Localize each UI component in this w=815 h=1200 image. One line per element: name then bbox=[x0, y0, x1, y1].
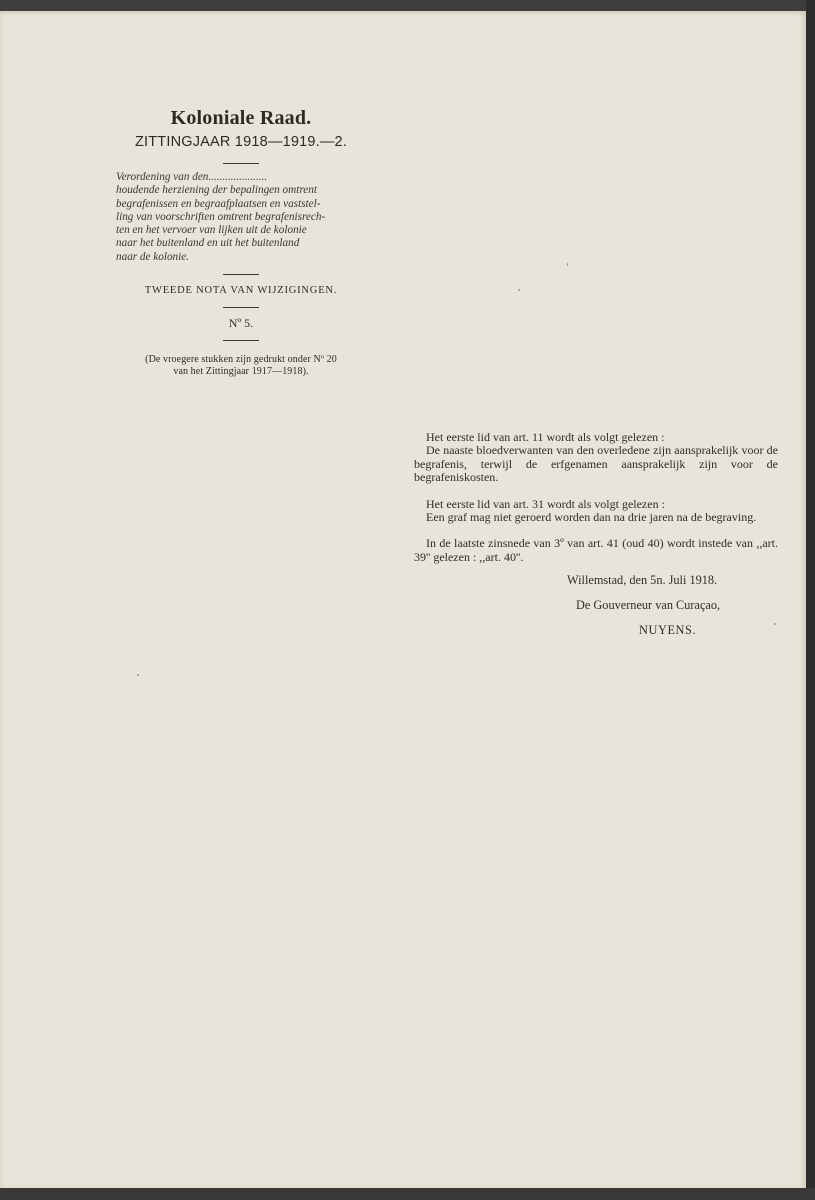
scan-border-right bbox=[806, 0, 815, 1200]
paper-speck bbox=[774, 623, 776, 625]
ordinance-line: houdende herziening der bepalingen omtrent bbox=[116, 184, 317, 197]
ordinance-title bbox=[116, 171, 372, 264]
amendments-block bbox=[414, 431, 778, 564]
divider bbox=[223, 340, 259, 341]
paper-speck bbox=[567, 263, 568, 266]
ordinance-line: ling van voorschriften omtrent begrafenisrech- bbox=[116, 210, 326, 223]
session-year: ZITTINGJAAR 1918—1919.—2. bbox=[134, 134, 348, 150]
paper-speck bbox=[518, 289, 520, 291]
amendment-intro: Het eerste lid van art. 11 wordt als volgt gelezen : bbox=[426, 430, 665, 444]
ordinance-line: Verordening van den..................... bbox=[116, 171, 268, 183]
ordinance-line: naar het buitenland en uit het buitenland bbox=[116, 237, 300, 250]
amendment-text: De naaste bloedverwanten van den overledene zijn aansprakelijk voor de begrafenis, terwijl de erfgenamen aansprakelijk zijn voor de begrafeniskosten. bbox=[414, 443, 778, 485]
note-line: (De vroegere stukken zijn gedrukt onder Nº 20 bbox=[145, 354, 337, 366]
signature-office: De Gouverneur van Curaçao, bbox=[576, 598, 721, 612]
header-block bbox=[110, 106, 372, 378]
ordinance-line: naar de kolonie. bbox=[116, 250, 190, 263]
nota-heading: TWEEDE NOTA VAN WIJZIGINGEN. bbox=[144, 285, 338, 297]
paper-speck bbox=[137, 674, 139, 676]
signature-name: NUYENS. bbox=[639, 623, 697, 637]
divider bbox=[223, 163, 259, 164]
divider bbox=[223, 274, 259, 275]
amendment-intro: Het eerste lid van art. 31 wordt als volgt gelezen : bbox=[426, 496, 665, 511]
signature-place-date: Willemstad, den 5n. Juli 1918. bbox=[567, 573, 718, 587]
council-title: Koloniale Raad. bbox=[170, 107, 312, 129]
previous-documents-note bbox=[110, 354, 372, 378]
note-line: van het Zittingjaar 1917—1918). bbox=[173, 366, 309, 378]
scan-border-bottom bbox=[0, 1188, 815, 1200]
ordinance-line: ten en het vervoer van lijken uit de kolonie bbox=[116, 224, 307, 237]
amendment-intro: In de laatste zinsnede van 3º van art. 41 (oud 40) wordt instede van ,,art. 39'' gelezen : ,,art. 40''. bbox=[414, 536, 778, 564]
divider bbox=[223, 307, 259, 308]
ordinance-line: begrafenissen en begraafplaatsen en vaststel- bbox=[116, 197, 321, 210]
document-page bbox=[0, 11, 806, 1189]
amendment-text: Een graf mag niet geroerd worden dan na drie jaren na de begraving. bbox=[426, 510, 757, 525]
document-number: Nº 5. bbox=[228, 316, 254, 331]
